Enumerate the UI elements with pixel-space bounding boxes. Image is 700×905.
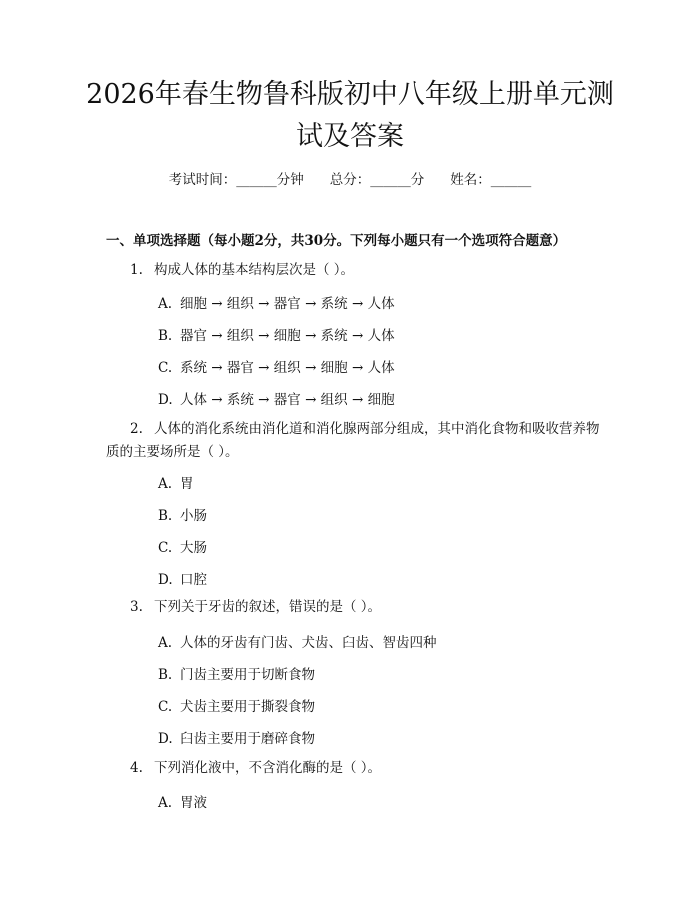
option-2b [158,504,207,524]
option-text: 犬齿主要用于撕裂食物 [180,699,315,715]
question-2 [106,418,606,464]
option-1d [158,388,395,408]
option-text: 人体的牙齿有门齿、犬齿、臼齿、智齿四种 [180,635,437,651]
option-letter: B. [158,667,173,683]
question-text: 人体的消化系统由消化道和消化腺两部分组成，其中消化食物和吸收营养物质的主要场所是（ ）。 [106,421,600,460]
option-1b [158,324,395,344]
option-text: 系统 → 器官 → 组织 → 细胞 → 人体 [180,360,395,376]
option-letter: B. [158,508,173,524]
option-letter: A. [158,476,173,492]
option-3a [158,631,437,651]
question-number: 4. [130,760,143,776]
option-letter: C. [158,699,173,715]
question-4 [106,757,606,780]
exam-info-line [0,168,700,188]
question-text: 下列关于牙齿的叙述，错误的是（ ）。 [154,599,382,615]
option-3b [158,663,315,683]
question-1 [106,259,606,282]
document-title: 2026年春生物鲁科版初中八年级上册单元测试及答案 [86,79,614,152]
option-text: 小肠 [180,508,207,524]
total-score-field: 总分：______分 [329,172,425,188]
option-1c [158,356,395,376]
option-letter: C. [158,540,173,556]
option-letter: A. [158,296,173,312]
option-text: 臼齿主要用于磨碎食物 [180,731,315,747]
option-letter: A. [158,635,173,651]
option-text: 胃 [180,476,194,492]
option-1a [158,292,395,312]
option-text: 门齿主要用于切断食物 [180,667,315,683]
question-number: 3. [130,599,143,615]
option-3c [158,695,315,715]
question-text: 构成人体的基本结构层次是（ ）。 [154,262,355,278]
student-name-field: 姓名：______ [450,172,532,188]
option-letter: D. [158,572,173,588]
option-3d [158,727,315,747]
option-2d [158,568,207,588]
option-letter: B. [158,328,173,344]
question-number: 1. [130,262,143,278]
section-heading: 一、单项选择题（每小题2分，共30分。下列每小题只有一个选项符合题意） [106,233,567,249]
question-number: 2. [130,421,143,437]
option-2a [158,472,194,492]
option-text: 口腔 [180,572,207,588]
option-letter: D. [158,731,173,747]
option-4a [158,791,207,811]
option-text: 胃液 [180,795,207,811]
option-text: 细胞 → 组织 → 器官 → 系统 → 人体 [180,296,395,312]
question-3 [106,596,606,619]
option-text: 大肠 [180,540,207,556]
option-letter: C. [158,360,173,376]
option-text: 人体 → 系统 → 器官 → 组织 → 细胞 [180,392,395,408]
exam-time-field: 考试时间：______分钟 [168,172,304,188]
option-letter: D. [158,392,173,408]
option-text: 器官 → 组织 → 细胞 → 系统 → 人体 [180,328,395,344]
option-letter: A. [158,795,173,811]
question-text: 下列消化液中，不含消化酶的是（ ）。 [154,760,382,776]
option-2c [158,536,207,556]
